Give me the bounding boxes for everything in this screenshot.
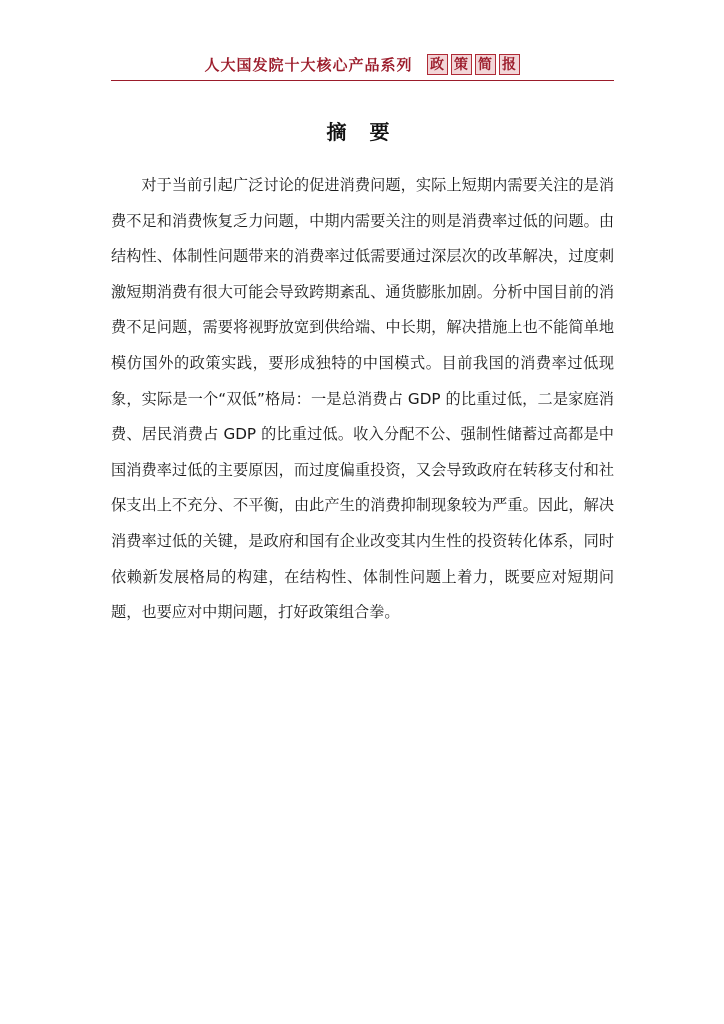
policy-brief-badges <box>427 54 520 75</box>
badge-char: 简 <box>475 54 496 75</box>
abstract-paragraph: 对于当前引起广泛讨论的促进消费问题，实际上短期内需要关注的是消费不足和消费恢复乏力问题，中期内需要关注的则是消费率过低的问题。由结构性、体制性问题带来的消费率过低需要通过深层次的改革解决，过度刺激短期消费有很大可能会导致跨期紊乱、通货膨胀加剧。分析中国目前的消费不足问题，需要将视野放宽到供给端、中长期，解决措施上也不能简单地模仿国外的政策实践，要形成独特的中国模式。目前我国的消费率过低现象，实际是一个“双低”格局：一是总消费占 GDP 的比重过低，二是家庭消费、居民消费占 GDP 的比重过低。收入分配不公、强制性储蓄过高都是中国消费率过低的主要原因，而过度偏重投资，又会导致政府在转移支付和社保支出上不充分、不平衡，由此产生的消费抑制现象较为严重。因此，解决消费率过低的关键，是政府和国有企业改变其内生性的投资转化体系，同时依赖新发展格局的构建，在结构性、体制性问题上着力，既要应对短期问题，也要应对中期问题，打好政策组合拳。 <box>111 176 614 622</box>
badge-char: 报 <box>499 54 520 75</box>
page-header <box>0 52 724 76</box>
page-title: 摘 要 <box>326 120 398 144</box>
header-divider <box>111 80 614 81</box>
badge-char: 策 <box>451 54 472 75</box>
badge-char: 政 <box>427 54 448 75</box>
series-title: 人大国发院十大核心产品系列 <box>204 55 413 74</box>
